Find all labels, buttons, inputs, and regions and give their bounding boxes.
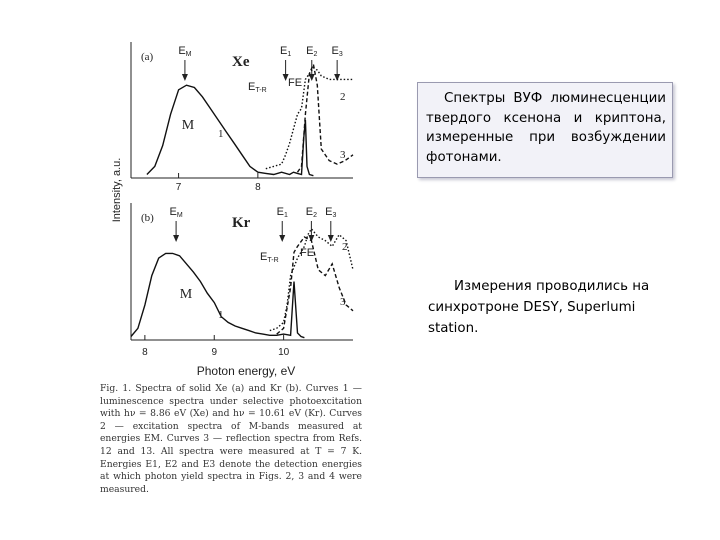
energy-arrow-label: EM (178, 45, 192, 58)
energy-arrow-head (328, 235, 334, 242)
panel-label: (a) (141, 51, 154, 63)
panel-a-xe (131, 42, 353, 193)
curve-label-2: 2 (342, 241, 348, 253)
figure-caption: Fig. 1. Spectra of solid Xe (a) and Kr (b). Curves 1 — luminescence spectra under selective photoexcitation with hν = 8.86 eV (Xe) and hν = 10.61 eV (Kr). Curves 2 — excitation spectra of M-bands measured at energies EM. Curves 3 — reflection spectra from Refs. 12 and 13. All spectra were measured at T = 7 K. Energies E1, E2 and E3 denote the detection energies at which photon yield spectra in Figs. 2, 3 and 4 were measured. (100, 383, 362, 495)
curve-label-1: 1 (218, 309, 224, 321)
energy-arrow-label: E1 (276, 206, 288, 219)
bracket-label-fe: FE (288, 77, 303, 89)
series-line-1 (147, 85, 314, 176)
x-tick-label: 7 (175, 182, 182, 193)
x-tick-label: 9 (211, 347, 218, 358)
series-line-2 (270, 229, 353, 331)
energy-arrow-head (173, 235, 179, 242)
bracket-label-fe: FE (300, 247, 315, 259)
x-tick-label: 8 (142, 347, 148, 358)
bracket-label-etr: ET-R (260, 251, 279, 264)
curve-label-3: 3 (340, 149, 346, 161)
series-line-1 (131, 253, 304, 337)
element-label: Xe (232, 54, 250, 70)
x-tick-label: 10 (278, 347, 290, 358)
energy-arrow-label: E1 (279, 45, 292, 58)
curve-label-2: 2 (340, 91, 346, 103)
band-label: M (181, 118, 195, 133)
x-axis-label: Photon energy, eV (196, 364, 296, 378)
energy-arrow-label: E2 (305, 206, 317, 219)
energy-arrow-head (279, 235, 285, 242)
panel-b-kr (131, 203, 353, 358)
energy-arrow-head (182, 74, 188, 81)
slide-text-box: Спектры ВУФ люминесценции твердого ксенона и криптона, измеренные при возбуждении фотонами. (417, 82, 673, 178)
x-tick-label: 8 (255, 182, 261, 193)
curve-label-1: 1 (218, 128, 224, 140)
panel-label: (b) (141, 212, 154, 224)
bracket-label-etr: ET-R (248, 81, 267, 94)
energy-arrow-label: EM (169, 206, 183, 219)
band-label: M (179, 287, 193, 302)
element-label: Kr (232, 215, 251, 231)
energy-arrow-label: E2 (306, 45, 318, 58)
energy-arrow-label: E3 (331, 45, 343, 58)
y-axis-label: Intensity, a.u. (111, 157, 123, 223)
slide-note-text: Измерения проводились на синхротроне DESY, Superlumi station. (428, 279, 650, 336)
energy-arrow-label: E3 (325, 206, 337, 219)
curve-label-3: 3 (340, 296, 346, 308)
